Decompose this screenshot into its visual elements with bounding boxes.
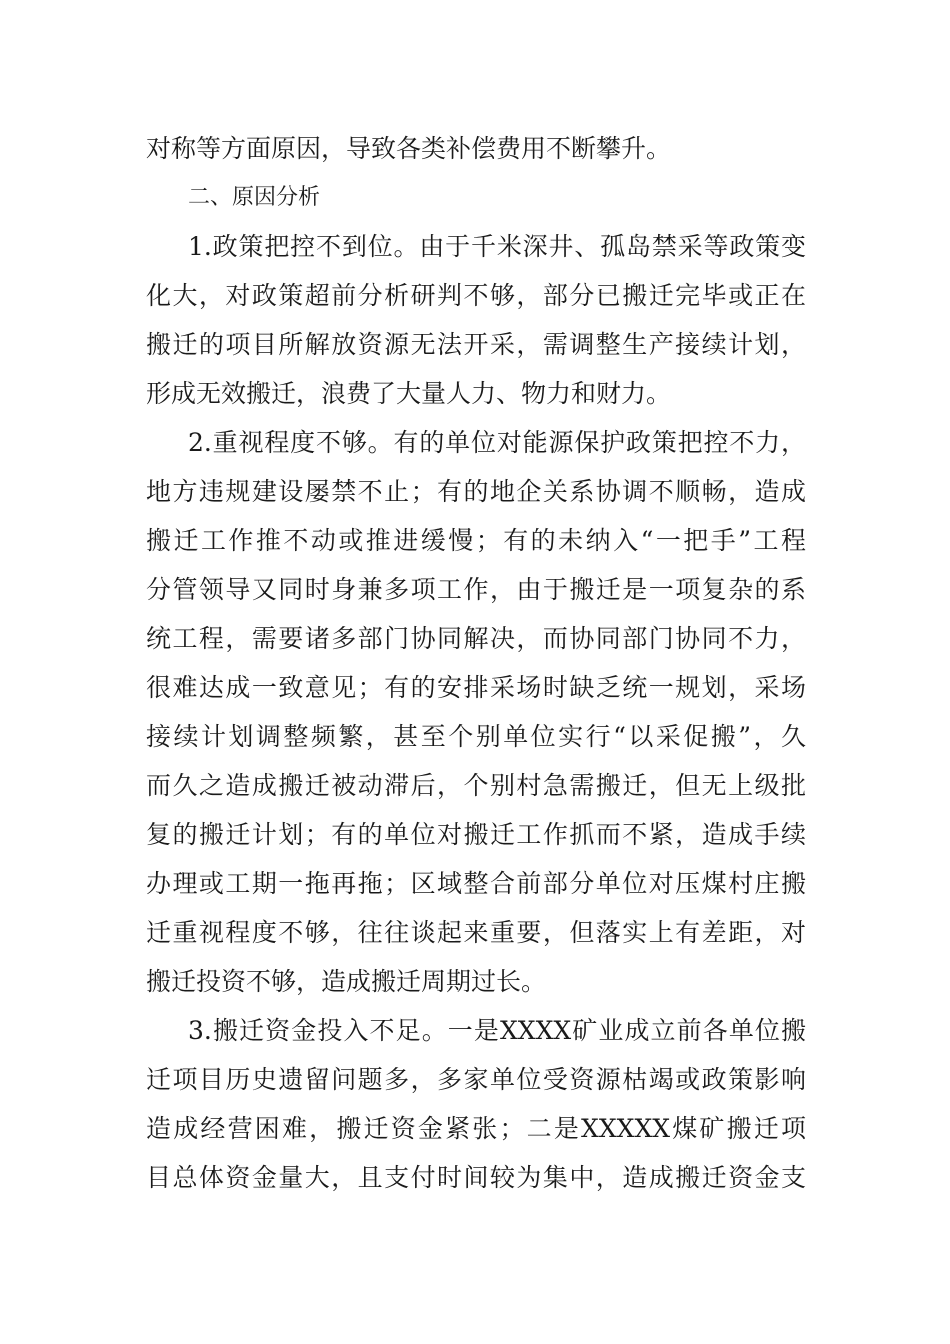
paragraph-line: 对称等方面原因，导致各类补偿费用不断攀升。 [146,134,672,163]
paragraph-line: 分管领导又同时身兼多项工作，由于搬迁是一项复杂的系 [146,575,806,604]
document-body [146,124,806,1202]
paragraph-line: 搬迁的项目所解放资源无法开采，需调整生产接续计划， [146,330,806,359]
paragraph-line: 很难达成一致意见；有的安排采场时缺乏统一规划，采场 [146,673,806,702]
paragraph-line: 地方违规建设屡禁不止；有的地企关系协调不顺畅，造成 [146,477,806,506]
paragraph-line: 统工程，需要诸多部门协同解决，而协同部门协同不力， [146,624,806,653]
paragraph-line: 造成经营困难，搬迁资金紧张；二是XXXXX煤矿搬迁项 [146,1114,806,1143]
paragraph-line: 2.重视程度不够。有的单位对能源保护政策把控不力， [188,428,806,457]
paragraph-line: 目总体资金量大，且支付时间较为集中，造成搬迁资金支 [146,1163,806,1192]
paragraph-line: 3.搬迁资金投入不足。一是XXXX矿业成立前各单位搬 [188,1016,806,1045]
paragraph-line: 办理或工期一拖再拖；区域整合前部分单位对压煤村庄搬 [146,869,806,898]
paragraph-line: 搬迁工作推不动或推进缓慢；有的未纳入“一把手”工程 [146,526,806,555]
paragraph-line: 迁重视程度不够，往往谈起来重要，但落实上有差距，对 [146,918,806,947]
paragraph-line: 接续计划调整频繁，甚至个别单位实行“以采促搬”，久 [146,722,806,751]
paragraph-line: 化大，对政策超前分析研判不够，部分已搬迁完毕或正在 [146,281,806,310]
paragraph-line: 1.政策把控不到位。由于千米深井、孤岛禁采等政策变 [188,232,806,261]
paragraph-line: 搬迁投资不够，造成搬迁周期过长。 [146,967,547,996]
paragraph-line: 形成无效搬迁，浪费了大量人力、物力和财力。 [146,379,672,408]
section-heading: 二、原因分析 [188,185,321,210]
paragraph-line: 而久之造成搬迁被动滞后，个别村急需搬迁，但无上级批 [146,771,806,800]
paragraph-line: 迁项目历史遗留问题多，多家单位受资源枯竭或政策影响 [146,1065,806,1094]
paragraph-line: 复的搬迁计划；有的单位对搬迁工作抓而不紧，造成手续 [146,820,806,849]
